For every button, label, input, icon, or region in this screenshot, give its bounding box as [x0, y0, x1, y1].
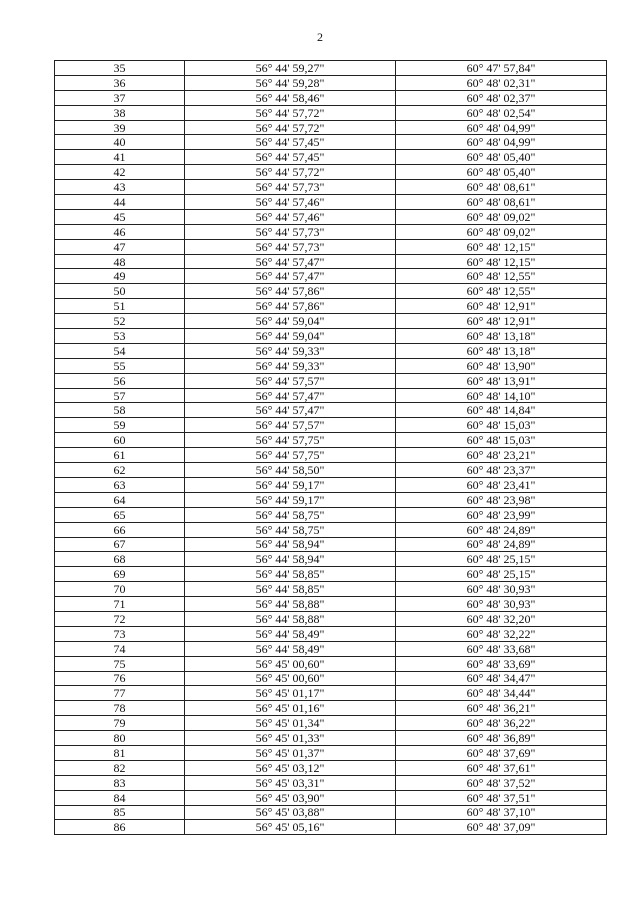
point-number-cell: 78 [55, 701, 185, 716]
longitude-cell: 60° 48' 23,37" [396, 463, 607, 478]
point-number-cell: 63 [55, 477, 185, 492]
latitude-cell: 56° 44' 59,27" [185, 61, 396, 76]
table-row [55, 641, 607, 656]
longitude-cell: 60° 48' 37,10" [396, 805, 607, 820]
latitude-cell: 56° 44' 58,75" [185, 522, 396, 537]
longitude-cell: 60° 48' 13,91" [396, 373, 607, 388]
longitude-cell: 60° 48' 33,69" [396, 656, 607, 671]
table-row [55, 567, 607, 582]
point-number-cell: 46 [55, 224, 185, 239]
latitude-cell: 56° 44' 59,33" [185, 343, 396, 358]
point-number-cell: 47 [55, 239, 185, 254]
latitude-cell: 56° 44' 57,47" [185, 403, 396, 418]
table-row [55, 358, 607, 373]
coordinates-table [54, 60, 607, 835]
latitude-cell: 56° 45' 00,60" [185, 671, 396, 686]
latitude-cell: 56° 44' 57,73" [185, 180, 396, 195]
table-row [55, 209, 607, 224]
latitude-cell: 56° 44' 57,73" [185, 239, 396, 254]
point-number-cell: 60 [55, 433, 185, 448]
latitude-cell: 56° 44' 58,46" [185, 90, 396, 105]
latitude-cell: 56° 44' 58,85" [185, 582, 396, 597]
point-number-cell: 64 [55, 492, 185, 507]
longitude-cell: 60° 48' 12,91" [396, 299, 607, 314]
table-row [55, 805, 607, 820]
latitude-cell: 56° 45' 03,12" [185, 760, 396, 775]
table-row [55, 671, 607, 686]
latitude-cell: 56° 44' 58,88" [185, 597, 396, 612]
point-number-cell: 74 [55, 641, 185, 656]
point-number-cell: 81 [55, 745, 185, 760]
table-row [55, 611, 607, 626]
longitude-cell: 60° 48' 09,02" [396, 209, 607, 224]
latitude-cell: 56° 45' 01,34" [185, 716, 396, 731]
table-row [55, 775, 607, 790]
point-number-cell: 38 [55, 105, 185, 120]
longitude-cell: 60° 48' 04,99" [396, 120, 607, 135]
longitude-cell: 60° 48' 37,52" [396, 775, 607, 790]
table-row [55, 120, 607, 135]
point-number-cell: 55 [55, 358, 185, 373]
longitude-cell: 60° 48' 23,41" [396, 477, 607, 492]
longitude-cell: 60° 48' 23,21" [396, 448, 607, 463]
table-row [55, 507, 607, 522]
longitude-cell: 60° 48' 12,15" [396, 254, 607, 269]
point-number-cell: 50 [55, 284, 185, 299]
longitude-cell: 60° 48' 37,51" [396, 790, 607, 805]
longitude-cell: 60° 48' 25,15" [396, 552, 607, 567]
table-row [55, 135, 607, 150]
table-row [55, 537, 607, 552]
point-number-cell: 83 [55, 775, 185, 790]
table-row [55, 731, 607, 746]
longitude-cell: 60° 48' 02,54" [396, 105, 607, 120]
longitude-cell: 60° 48' 33,68" [396, 641, 607, 656]
longitude-cell: 60° 48' 37,69" [396, 745, 607, 760]
longitude-cell: 60° 48' 02,31" [396, 75, 607, 90]
latitude-cell: 56° 44' 58,94" [185, 552, 396, 567]
latitude-cell: 56° 44' 57,75" [185, 433, 396, 448]
point-number-cell: 40 [55, 135, 185, 150]
latitude-cell: 56° 44' 58,85" [185, 567, 396, 582]
latitude-cell: 56° 44' 57,47" [185, 388, 396, 403]
point-number-cell: 65 [55, 507, 185, 522]
latitude-cell: 56° 44' 59,04" [185, 329, 396, 344]
table-row [55, 180, 607, 195]
longitude-cell: 60° 48' 30,93" [396, 597, 607, 612]
latitude-cell: 56° 44' 58,49" [185, 626, 396, 641]
table-row [55, 448, 607, 463]
point-number-cell: 41 [55, 150, 185, 165]
longitude-cell: 60° 48' 13,18" [396, 329, 607, 344]
table-row [55, 522, 607, 537]
table-row [55, 61, 607, 76]
point-number-cell: 84 [55, 790, 185, 805]
point-number-cell: 58 [55, 403, 185, 418]
table-row [55, 254, 607, 269]
latitude-cell: 56° 45' 00,60" [185, 656, 396, 671]
latitude-cell: 56° 45' 01,16" [185, 701, 396, 716]
table-row [55, 418, 607, 433]
latitude-cell: 56° 44' 57,73" [185, 224, 396, 239]
latitude-cell: 56° 44' 58,75" [185, 507, 396, 522]
table-row [55, 90, 607, 105]
point-number-cell: 49 [55, 269, 185, 284]
table-row [55, 686, 607, 701]
longitude-cell: 60° 48' 23,98" [396, 492, 607, 507]
latitude-cell: 56° 45' 03,31" [185, 775, 396, 790]
table-row [55, 790, 607, 805]
longitude-cell: 60° 48' 04,99" [396, 135, 607, 150]
latitude-cell: 56° 44' 59,28" [185, 75, 396, 90]
point-number-cell: 48 [55, 254, 185, 269]
latitude-cell: 56° 44' 57,47" [185, 254, 396, 269]
longitude-cell: 60° 48' 15,03" [396, 418, 607, 433]
longitude-cell: 60° 48' 30,93" [396, 582, 607, 597]
table-row [55, 150, 607, 165]
latitude-cell: 56° 44' 59,04" [185, 314, 396, 329]
coordinates-table-body [55, 61, 607, 835]
latitude-cell: 56° 45' 03,90" [185, 790, 396, 805]
table-row [55, 284, 607, 299]
point-number-cell: 77 [55, 686, 185, 701]
table-row [55, 373, 607, 388]
point-number-cell: 73 [55, 626, 185, 641]
longitude-cell: 60° 48' 05,40" [396, 150, 607, 165]
point-number-cell: 71 [55, 597, 185, 612]
point-number-cell: 67 [55, 537, 185, 552]
longitude-cell: 60° 48' 08,61" [396, 180, 607, 195]
table-row [55, 299, 607, 314]
table-row [55, 433, 607, 448]
point-number-cell: 69 [55, 567, 185, 582]
latitude-cell: 56° 44' 57,72" [185, 105, 396, 120]
point-number-cell: 45 [55, 209, 185, 224]
latitude-cell: 56° 44' 58,49" [185, 641, 396, 656]
latitude-cell: 56° 44' 59,33" [185, 358, 396, 373]
longitude-cell: 60° 48' 14,84" [396, 403, 607, 418]
point-number-cell: 86 [55, 820, 185, 835]
longitude-cell: 60° 48' 12,15" [396, 239, 607, 254]
point-number-cell: 53 [55, 329, 185, 344]
table-row [55, 343, 607, 358]
latitude-cell: 56° 45' 03,88" [185, 805, 396, 820]
longitude-cell: 60° 47' 57,84" [396, 61, 607, 76]
longitude-cell: 60° 48' 37,09" [396, 820, 607, 835]
table-row [55, 195, 607, 210]
page-number: 2 [317, 30, 323, 44]
table-row [55, 75, 607, 90]
latitude-cell: 56° 44' 57,47" [185, 269, 396, 284]
longitude-cell: 60° 48' 36,89" [396, 731, 607, 746]
longitude-cell: 60° 48' 36,22" [396, 716, 607, 731]
point-number-cell: 79 [55, 716, 185, 731]
longitude-cell: 60° 48' 32,22" [396, 626, 607, 641]
longitude-cell: 60° 48' 23,99" [396, 507, 607, 522]
point-number-cell: 72 [55, 611, 185, 626]
latitude-cell: 56° 45' 01,33" [185, 731, 396, 746]
longitude-cell: 60° 48' 24,89" [396, 537, 607, 552]
longitude-cell: 60° 48' 13,18" [396, 343, 607, 358]
latitude-cell: 56° 44' 57,57" [185, 373, 396, 388]
point-number-cell: 66 [55, 522, 185, 537]
point-number-cell: 85 [55, 805, 185, 820]
table-row [55, 701, 607, 716]
table-row [55, 626, 607, 641]
longitude-cell: 60° 48' 08,61" [396, 195, 607, 210]
latitude-cell: 56° 44' 57,46" [185, 195, 396, 210]
latitude-cell: 56° 44' 57,45" [185, 150, 396, 165]
point-number-cell: 56 [55, 373, 185, 388]
latitude-cell: 56° 44' 57,72" [185, 120, 396, 135]
point-number-cell: 75 [55, 656, 185, 671]
longitude-cell: 60° 48' 02,37" [396, 90, 607, 105]
longitude-cell: 60° 48' 32,20" [396, 611, 607, 626]
longitude-cell: 60° 48' 14,10" [396, 388, 607, 403]
point-number-cell: 39 [55, 120, 185, 135]
longitude-cell: 60° 48' 24,89" [396, 522, 607, 537]
latitude-cell: 56° 44' 58,94" [185, 537, 396, 552]
point-number-cell: 54 [55, 343, 185, 358]
latitude-cell: 56° 45' 01,37" [185, 745, 396, 760]
longitude-cell: 60° 48' 09,02" [396, 224, 607, 239]
point-number-cell: 43 [55, 180, 185, 195]
longitude-cell: 60° 48' 13,90" [396, 358, 607, 373]
point-number-cell: 61 [55, 448, 185, 463]
table-row [55, 388, 607, 403]
latitude-cell: 56° 44' 58,50" [185, 463, 396, 478]
table-row [55, 477, 607, 492]
latitude-cell: 56° 44' 57,45" [185, 135, 396, 150]
longitude-cell: 60° 48' 37,61" [396, 760, 607, 775]
table-row [55, 597, 607, 612]
table-row [55, 492, 607, 507]
point-number-cell: 36 [55, 75, 185, 90]
latitude-cell: 56° 44' 57,75" [185, 448, 396, 463]
longitude-cell: 60° 48' 34,44" [396, 686, 607, 701]
table-row [55, 656, 607, 671]
longitude-cell: 60° 48' 34,47" [396, 671, 607, 686]
longitude-cell: 60° 48' 12,91" [396, 314, 607, 329]
latitude-cell: 56° 44' 57,86" [185, 284, 396, 299]
table-row [55, 716, 607, 731]
table-row [55, 552, 607, 567]
point-number-cell: 35 [55, 61, 185, 76]
table-row [55, 403, 607, 418]
table-row [55, 329, 607, 344]
latitude-cell: 56° 45' 01,17" [185, 686, 396, 701]
point-number-cell: 52 [55, 314, 185, 329]
table-row [55, 582, 607, 597]
point-number-cell: 68 [55, 552, 185, 567]
table-row [55, 820, 607, 835]
point-number-cell: 57 [55, 388, 185, 403]
longitude-cell: 60° 48' 05,40" [396, 165, 607, 180]
point-number-cell: 37 [55, 90, 185, 105]
table-row [55, 105, 607, 120]
point-number-cell: 44 [55, 195, 185, 210]
point-number-cell: 82 [55, 760, 185, 775]
longitude-cell: 60° 48' 36,21" [396, 701, 607, 716]
longitude-cell: 60° 48' 12,55" [396, 269, 607, 284]
point-number-cell: 51 [55, 299, 185, 314]
point-number-cell: 62 [55, 463, 185, 478]
latitude-cell: 56° 44' 57,57" [185, 418, 396, 433]
longitude-cell: 60° 48' 25,15" [396, 567, 607, 582]
table-row [55, 745, 607, 760]
latitude-cell: 56° 44' 57,86" [185, 299, 396, 314]
table-row [55, 239, 607, 254]
table-row [55, 165, 607, 180]
point-number-cell: 59 [55, 418, 185, 433]
point-number-cell: 76 [55, 671, 185, 686]
latitude-cell: 56° 44' 59,17" [185, 492, 396, 507]
table-row [55, 269, 607, 284]
point-number-cell: 70 [55, 582, 185, 597]
point-number-cell: 80 [55, 731, 185, 746]
latitude-cell: 56° 44' 58,88" [185, 611, 396, 626]
table-row [55, 224, 607, 239]
latitude-cell: 56° 44' 57,72" [185, 165, 396, 180]
table-row [55, 463, 607, 478]
longitude-cell: 60° 48' 15,03" [396, 433, 607, 448]
latitude-cell: 56° 44' 57,46" [185, 209, 396, 224]
point-number-cell: 42 [55, 165, 185, 180]
latitude-cell: 56° 45' 05,16" [185, 820, 396, 835]
table-row [55, 314, 607, 329]
longitude-cell: 60° 48' 12,55" [396, 284, 607, 299]
latitude-cell: 56° 44' 59,17" [185, 477, 396, 492]
table-row [55, 760, 607, 775]
